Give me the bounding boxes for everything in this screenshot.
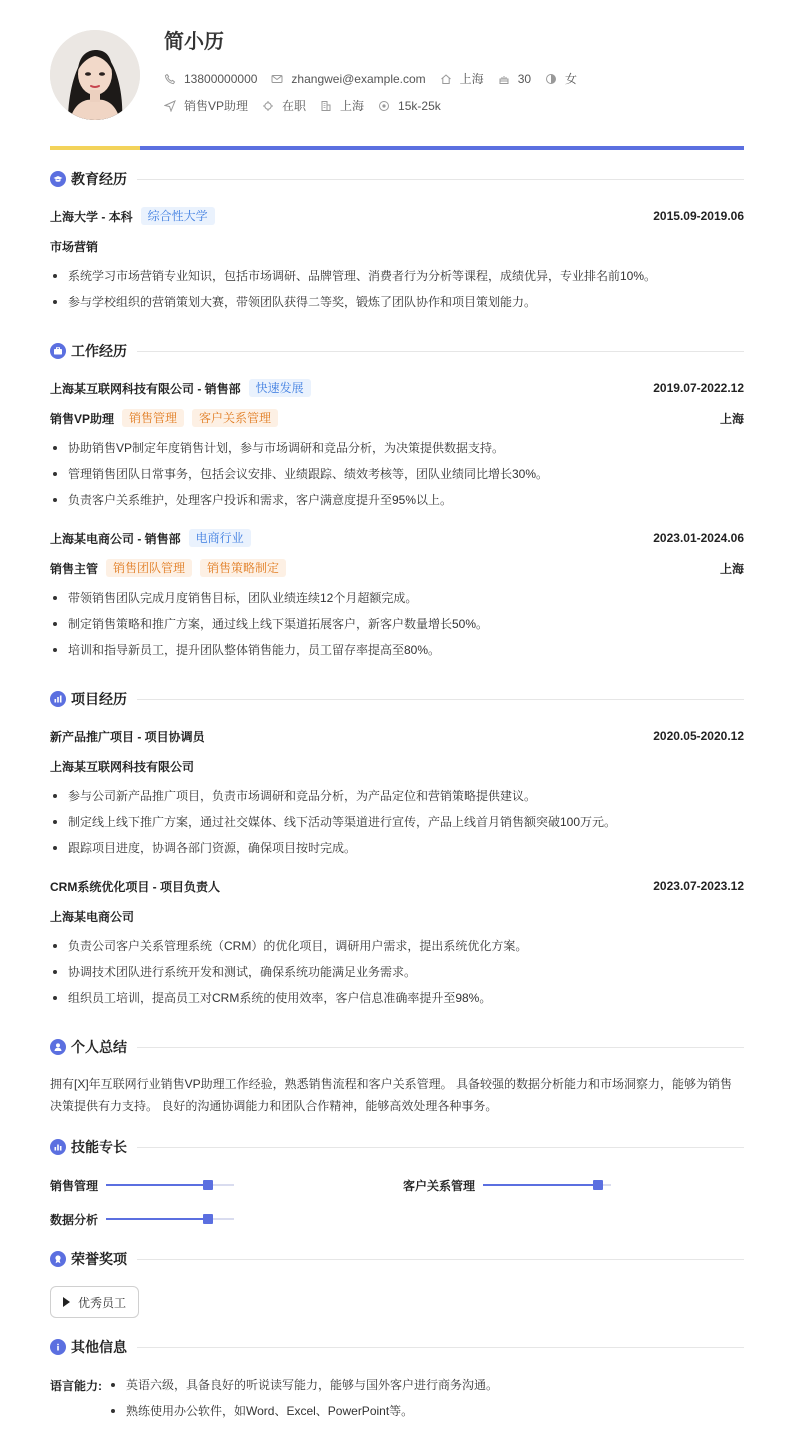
company-name: 上海某互联网科技有限公司 - 销售部 <box>50 381 241 396</box>
list-item: 协调技术团队进行系统开发和测试，确保系统功能满足业务需求。 <box>50 963 744 981</box>
award-item[interactable] <box>50 1286 139 1318</box>
project-name: CRM系统优化项目 - 项目负责人 <box>50 879 220 894</box>
school-tag: 综合性大学 <box>141 207 215 225</box>
skill-name: 数据分析 <box>50 1212 99 1227</box>
skill-name: 销售管理 <box>50 1178 99 1193</box>
language-label: 语言能力: <box>50 1378 102 1393</box>
list-item: 负责客户关系维护，处理客户投诉和需求，客户满意度提升至95%以上。 <box>50 491 744 509</box>
list-item: 组织员工培训，提高员工对CRM系统的使用效率，客户信息准确率提升至98%。 <box>50 989 744 1007</box>
work-header-row <box>50 529 744 547</box>
summary-title: 个人总结 <box>71 1039 127 1055</box>
candidate-name: 简小历 <box>164 31 224 53</box>
skills-section-header <box>50 1137 744 1157</box>
list-item: 跟踪项目进度，协调各部门资源，确保项目按时完成。 <box>50 839 744 857</box>
list-item: 制定线上线下推广方案，通过社交媒体、线下活动等渠道进行宣传，产品上线首月销售额突破100万元。 <box>50 813 744 831</box>
project-icon <box>50 691 66 707</box>
list-item: 负责公司客户关系管理系统（CRM）的优化项目，调研用户需求，提出系统优化方案。 <box>50 937 744 955</box>
target-city-text: 上海 <box>340 99 365 113</box>
skill-item <box>50 1177 234 1193</box>
play-triangle-icon <box>63 1297 70 1307</box>
gender-item <box>545 70 577 87</box>
status-icon <box>262 100 274 112</box>
project-name: 新产品推广项目 - 项目协调员 <box>50 729 205 744</box>
education-header-row <box>50 207 744 225</box>
skill-name: 客户关系管理 <box>403 1178 476 1193</box>
position-name: 销售主管 <box>50 561 99 576</box>
mail-icon <box>271 73 283 85</box>
user-icon <box>50 1039 66 1055</box>
avatar-portrait-icon <box>50 30 140 120</box>
work-date: 2019.07-2022.12 <box>653 381 744 395</box>
project-title: 项目经历 <box>71 691 127 707</box>
project-header-row <box>50 877 744 895</box>
phone-icon <box>164 73 176 85</box>
skill-tag: 销售管理 <box>122 409 184 427</box>
other-title: 其他信息 <box>71 1339 127 1355</box>
email-item <box>271 72 425 86</box>
gender-text: 女 <box>565 72 578 86</box>
project-date: 2023.07-2023.12 <box>653 879 744 893</box>
list-item: 参与学校组织的营销策划大赛，带领团队获得二等奖，锻炼了团队协作和项目策划能力。 <box>50 293 744 311</box>
skill-tag: 客户关系管理 <box>192 409 278 427</box>
location-text: 上海 <box>459 72 484 86</box>
job-intent-row <box>164 97 455 114</box>
list-item: 参与公司新产品推广项目，负责市场调研和竞品分析，为产品定位和营销策略提供建议。 <box>50 787 744 805</box>
email-text: zhangwei@example.com <box>291 71 426 86</box>
work-date: 2023.01-2024.06 <box>653 531 744 545</box>
skill-level-bar <box>106 1184 234 1186</box>
age-item <box>498 72 531 86</box>
other-section-header <box>50 1337 744 1357</box>
list-item: 系统学习市场营销专业知识，包括市场调研、品牌管理、消费者行为分析等课程，成绩优异，专业排名前10%。 <box>50 267 744 285</box>
summary-section-header <box>50 1037 744 1057</box>
company-name: 上海某电商公司 - 销售部 <box>50 531 181 546</box>
skill-level-bar <box>483 1184 611 1186</box>
cake-icon <box>498 73 510 85</box>
skill-item <box>50 1211 234 1227</box>
awards-title: 荣誉奖项 <box>71 1251 127 1267</box>
list-item: 带领销售团队完成月度销售目标，团队业绩连续12个月超额完成。 <box>50 589 744 607</box>
briefcase-icon <box>50 343 66 359</box>
awards-section-header <box>50 1249 744 1269</box>
list-item: 培训和指导新员工，提升团队整体销售能力，员工留存率提高至80%。 <box>50 641 744 659</box>
project-header-row <box>50 727 744 745</box>
info-icon <box>50 1339 66 1355</box>
target-city-item <box>320 97 364 114</box>
skills-title: 技能专长 <box>71 1139 127 1155</box>
salary-item <box>378 99 441 113</box>
target-job-item <box>164 97 248 114</box>
building-icon <box>320 100 332 112</box>
company-tag: 快速发展 <box>249 379 311 397</box>
home-icon <box>440 73 452 85</box>
salary-icon <box>378 100 390 112</box>
avatar <box>50 30 140 120</box>
project-date: 2020.05-2020.12 <box>653 729 744 743</box>
list-item: 英语六级，具备良好的听说读写能力，能够与国外客户进行商务沟通。 <box>108 1376 744 1394</box>
list-item: 协助销售VP制定年度销售计划，参与市场调研和竞品分析，为决策提供数据支持。 <box>50 439 744 457</box>
education-title: 教育经历 <box>71 171 127 187</box>
project-section-header <box>50 689 744 709</box>
education-section-header <box>50 169 744 189</box>
list-item: 制定销售策略和推广方案，通过线上线下渠道拓展客户，新客户数量增长50%。 <box>50 615 744 633</box>
summary-text: 拥有[X]年互联网行业销售VP助理工作经验，熟悉销售流程和客户关系管理。 具备较强的数据分析能力和市场洞察力，能够为销售决策提供有力支持。 良好的沟通协调能力和团队合作精神，能够高效处理各种事务。 <box>50 1077 733 1113</box>
major-name: 市场营销 <box>50 239 99 254</box>
location-item <box>440 70 484 87</box>
position-name: 销售VP助理 <box>50 411 115 426</box>
award-name: 优秀员工 <box>78 1295 127 1310</box>
project-company: 上海某电商公司 <box>50 909 135 924</box>
skill-tag: 销售策略制定 <box>200 559 286 577</box>
position-row <box>50 559 744 577</box>
medal-icon <box>50 1251 66 1267</box>
skill-level-bar <box>106 1218 234 1220</box>
project-company: 上海某互联网科技有限公司 <box>50 759 195 774</box>
phone-text: 13800000000 <box>184 71 258 86</box>
work-section-header <box>50 341 744 361</box>
gender-icon <box>545 73 557 85</box>
graduation-cap-icon <box>50 171 66 187</box>
project-company-row <box>50 907 744 925</box>
contact-row <box>164 70 591 87</box>
status-item <box>262 97 306 114</box>
salary-text: 15k-25k <box>398 98 441 113</box>
major-row <box>50 237 744 255</box>
other-label-row <box>50 1376 110 1394</box>
skill-tag: 销售团队管理 <box>106 559 192 577</box>
work-title: 工作经历 <box>71 343 127 359</box>
list-item: 熟练使用办公软件，如Word、Excel、PowerPoint等。 <box>108 1402 744 1420</box>
resume-header <box>50 30 744 140</box>
company-tag: 电商行业 <box>189 529 251 547</box>
phone-item <box>164 72 257 86</box>
target-job-text: 销售VP助理 <box>184 99 249 113</box>
status-text: 在职 <box>282 99 307 113</box>
list-item: 管理销售团队日常事务，包括会议安排、业绩跟踪、绩效考核等，团队业绩同比增长30%。 <box>50 465 744 483</box>
send-icon <box>164 100 176 112</box>
education-date: 2015.09-2019.06 <box>653 209 744 223</box>
project-company-row <box>50 757 744 775</box>
age-text: 30 <box>517 71 532 86</box>
position-row <box>50 409 744 427</box>
skill-item <box>403 1177 611 1193</box>
work-header-row <box>50 379 744 397</box>
work-city: 上海 <box>719 411 744 426</box>
skills-chart-icon <box>50 1139 66 1155</box>
work-city: 上海 <box>719 561 744 576</box>
header-divider-bar <box>50 146 744 150</box>
school-name: 上海大学 - 本科 <box>50 209 133 224</box>
